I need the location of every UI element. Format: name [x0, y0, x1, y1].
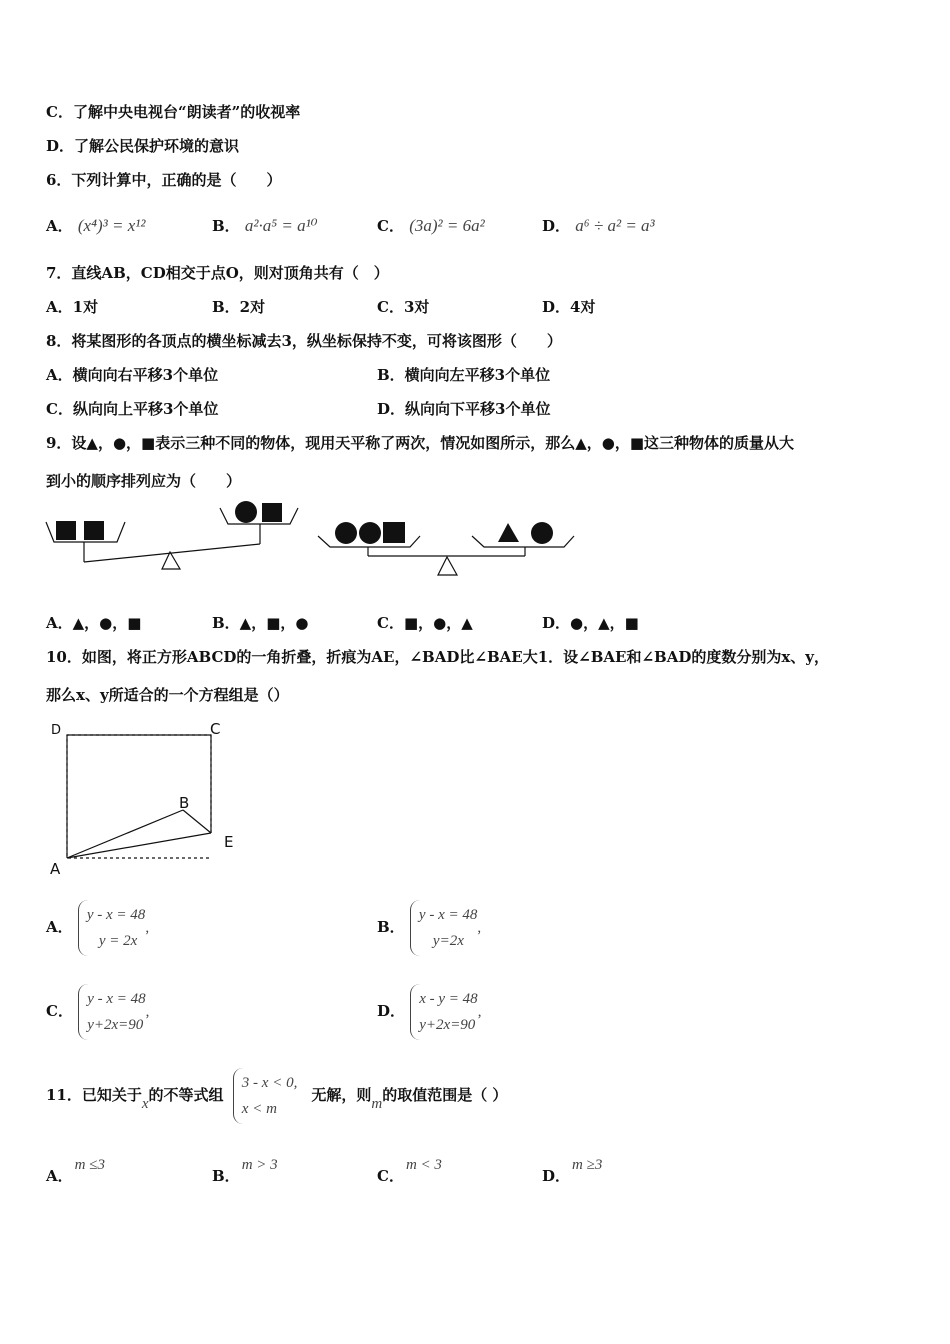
- label-a: A: [50, 860, 61, 878]
- q6-option-b: [212, 216, 318, 236]
- q6-option-d: [542, 216, 655, 236]
- label-c: C: [210, 720, 221, 738]
- q8-option-c: C．纵向向上平移3个单位: [46, 400, 219, 418]
- var-m: m: [371, 1096, 383, 1112]
- q11-option-a: A．m ≤3: [46, 1157, 105, 1185]
- q7-option-d: D．4对: [542, 298, 596, 316]
- q10-option-b: B． y - x = 48 y=2x ,: [377, 900, 481, 956]
- circle-shape: [235, 501, 257, 523]
- q9-balance-figure: [40, 496, 585, 581]
- q8-stem: 8．将某图形的各顶点的横坐标减去3，纵坐标保持不变，可将该图形（ ）: [46, 332, 562, 350]
- q10-square-figure: [46, 718, 246, 878]
- circle-shape: [335, 522, 357, 544]
- q10-option-c-label: C．: [46, 1002, 73, 1020]
- q11-stem: 11．已知关于x的不等式组 3 - x < 0, x < m 无解，则m的取值范围是（ ）: [46, 1068, 507, 1124]
- q7-option-a: A．1对: [46, 298, 99, 316]
- q10-option-b-label: B．: [377, 918, 405, 936]
- q6-option-c: [377, 216, 485, 236]
- equation-1: y - x = 48: [86, 907, 146, 923]
- inequality-1: 3 - x < 0,: [241, 1075, 298, 1091]
- q6-option-d-label: D．: [542, 217, 571, 235]
- q9-stem-line1: 9．设▲，●，■表示三种不同的物体，现用天平称了两次，情况如图所示，那么▲，●，■这三种物体的质量从大: [46, 434, 795, 452]
- inequality-system: [233, 1068, 298, 1124]
- q8-option-d: D．纵向向下平移3个单位: [377, 400, 551, 418]
- q6-option-a-label: A．: [46, 217, 73, 235]
- square-shape: [84, 521, 104, 540]
- balance-1: [46, 508, 298, 569]
- square-shape: [262, 503, 282, 522]
- q10-option-c: C． y - x = 48 y+2x=90 ,: [46, 984, 149, 1040]
- equation-2: y = 2x: [98, 933, 138, 949]
- q5-option-d: D．了解公民保护环境的意识: [46, 137, 240, 155]
- q9-option-a: A．▲，●，■: [46, 614, 142, 632]
- q6-option-b-expr: a²·a⁵ = a¹⁰: [244, 216, 318, 235]
- q10-option-d: D． x - y = 48 y+2x=90 ,: [377, 984, 481, 1040]
- square-shape: [383, 522, 405, 543]
- q6-option-c-label: C．: [377, 217, 404, 235]
- equation-1: y - x = 48: [87, 991, 146, 1007]
- q10-stem-line2: 那么x、y所适合的一个方程组是（）: [46, 686, 289, 704]
- q6-option-a-expr: (x⁴)³ = x¹²: [77, 216, 146, 235]
- q6-option-c-expr: (3a)² = 6a²: [409, 216, 485, 235]
- q7-option-c: C．3对: [377, 298, 430, 316]
- q5-option-c: C．了解中央电视台“朗读者”的收视率: [46, 103, 301, 121]
- q6-option-b-label: B．: [212, 217, 240, 235]
- circle-shape: [359, 522, 381, 544]
- label-e: E: [224, 833, 234, 851]
- equation-system: [78, 984, 145, 1040]
- q6-stem: 6．下列计算中，正确的是（ ）: [46, 171, 282, 189]
- q7-option-b: B．2对: [212, 298, 266, 316]
- equation-1: x - y = 48: [419, 991, 478, 1007]
- inequality-2: x < m: [241, 1101, 277, 1117]
- q10-stem-line1: 10．如图，将正方形ABCD的一角折叠，折痕为AE，∠BAD比∠BAE大1．设∠BAE和∠BAD的度数分别为x、y，: [46, 648, 830, 666]
- label-b: B: [179, 794, 190, 812]
- q11-option-d: D．m ≥3: [542, 1157, 603, 1185]
- circle-shape: [531, 522, 553, 544]
- equation-2: y=2x: [432, 933, 464, 949]
- q9-option-d: D．●，▲，■: [542, 614, 639, 632]
- label-d: D: [51, 723, 62, 738]
- q10-option-a: A． y - x = 48 y = 2x ,: [46, 900, 149, 956]
- q11-option-c: C．m < 3: [377, 1157, 442, 1185]
- equation-1: y - x = 48: [418, 907, 478, 923]
- equation-2: y+2x=90: [419, 1017, 476, 1033]
- equation-2: y+2x=90: [87, 1017, 144, 1033]
- q6-option-d-expr: a⁶ ÷ a² = a³: [575, 216, 655, 235]
- q6-option-a: [46, 216, 145, 236]
- var-x: x: [141, 1096, 149, 1112]
- q9-option-b: B．▲，■，●: [212, 614, 309, 632]
- q9-stem-line2: 到小的顺序排列应为（ ）: [46, 472, 242, 490]
- equation-system: [78, 900, 145, 956]
- equation-system: [410, 984, 477, 1040]
- q11-option-b: B．m > 3: [212, 1157, 278, 1185]
- q7-stem: 7．直线AB，CD相交于点O，则对顶角共有（ ）: [46, 264, 389, 282]
- square-shape: [56, 521, 76, 540]
- q8-option-a: A．横向向右平移3个单位: [46, 366, 219, 384]
- equation-system: [410, 900, 477, 956]
- q8-option-b: B．横向向左平移3个单位: [377, 366, 551, 384]
- q10-option-a-label: A．: [46, 918, 73, 936]
- triangle-shape: [498, 523, 519, 542]
- q10-option-d-label: D．: [377, 1002, 406, 1020]
- q9-option-c: C．■，●，▲: [377, 614, 473, 632]
